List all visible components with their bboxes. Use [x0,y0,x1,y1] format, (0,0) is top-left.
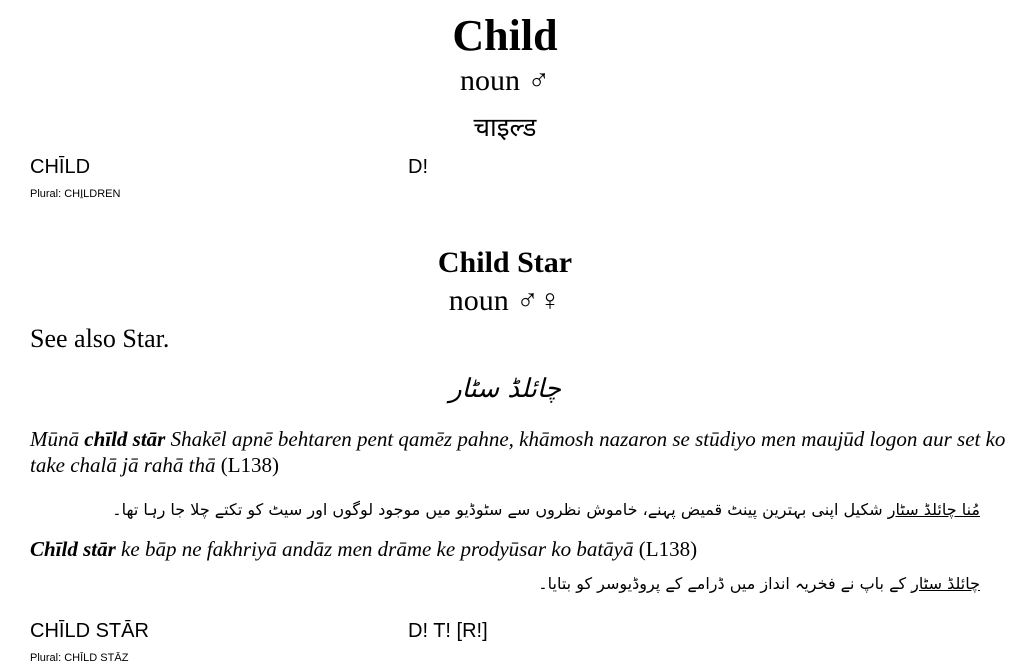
example-roman: Chīld stār ke bāp ne fakhriyā andāz men drāme ke prodyūsar ko batāyā (L138) [30,537,698,561]
headword-child: Child [452,11,558,60]
example-urdu-keyword: مُنا چائلڈ سٹار [887,500,980,519]
part-of-speech: noun ♂♀ [448,284,562,317]
headword-child-star: Child Star [437,246,573,279]
example-keyword: Chīld stār [30,537,116,561]
transliteration: CHĪLD [30,156,91,178]
pronunciation-code: D! T! [R!] [408,620,488,642]
see-also: See also Star. [30,324,170,353]
plural-form: Plural: CHĪLD STĀZ [30,652,129,664]
devanagari-spelling: चाइल्ड [473,113,537,143]
example-roman: Mūnā chīld stār Shakēl apnē behtaren pent qamēz pahne, khāmosh nazaron se stūdiyo men maujūd logon aur set ko take chalā jā rahā thā (L138) [30,427,1006,477]
example-reference: (L138) [633,537,698,561]
part-of-speech: noun ♂ [460,64,550,97]
urdu-headword: چائلڈ سٹار [449,374,561,404]
example-reference: (L138) [215,453,280,477]
transliteration: CHĪLD STĀR [30,620,149,642]
example-keyword: chīld stār [84,427,166,451]
example-urdu-keyword: چائلڈ سٹار [911,574,980,593]
plural-form: Plural: CHI̱LDREN [30,188,121,200]
example-urdu: چائلڈ سٹار کے باپ نے فخریہ انداز میں ڈرامے کے پروڈیوسر کو بتایا۔ [538,574,980,593]
example-urdu: مُنا چائلڈ سٹار شکیل اپنی بہترین پینٹ قمیض پہنے، خاموش نظروں سے سٹوڈیو میں موجود لوگوں اور سیٹ کو تکتے چلا جا رہا تھا۔ [112,500,980,519]
pronunciation-code: D! [408,156,428,178]
